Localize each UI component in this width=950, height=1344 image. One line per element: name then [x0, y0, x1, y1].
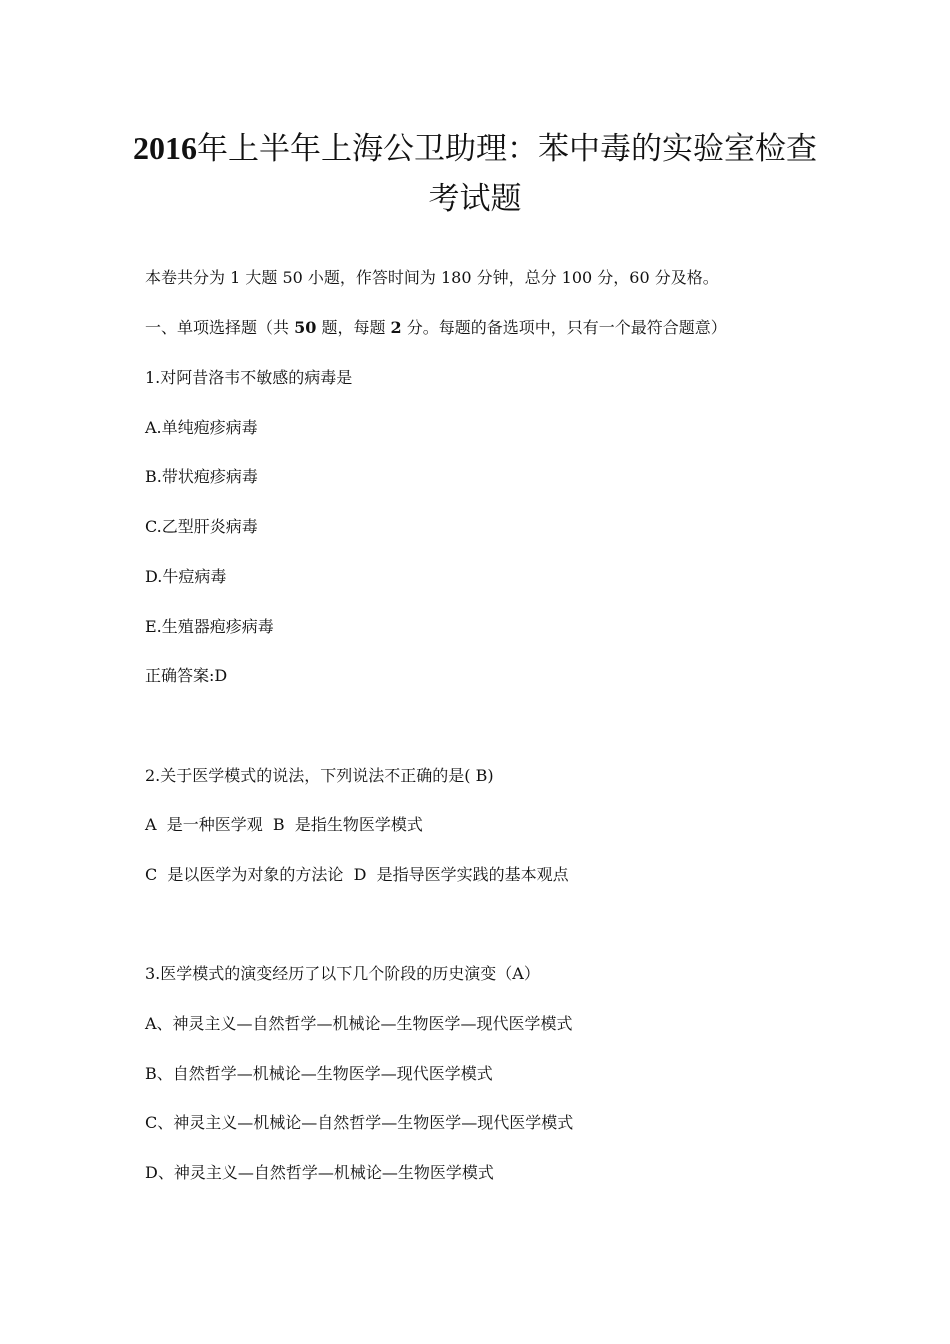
question-option: D、神灵主义—自然哲学—机械论—生物医学模式 — [145, 1163, 494, 1182]
section-suffix: 分。每题的备选项中，只有一个最符合题意） — [401, 318, 727, 337]
section-prefix: 一、单项选择题（共 — [145, 318, 295, 337]
title-year: 2016 — [133, 130, 197, 166]
question-option: E.生殖器疱疹病毒 — [145, 617, 274, 636]
question-stem: 3.医学模式的演变经历了以下几个阶段的历史演变（A） — [145, 964, 540, 983]
section-question-count: 50 — [294, 318, 317, 337]
question-option: A 是一种医学观 B 是指生物医学模式 — [145, 815, 423, 834]
question-option: B、自然哲学—机械论—生物医学—现代医学模式 — [145, 1064, 493, 1083]
document-title-line-2: 考试题 — [428, 181, 522, 217]
question-option: C、神灵主义—机械论—自然哲学—生物医学—现代医学模式 — [145, 1113, 574, 1132]
question-option: D.牛痘病毒 — [145, 567, 227, 586]
question-option: C.乙型肝炎病毒 — [145, 517, 258, 536]
section-points: 2 — [390, 318, 402, 337]
question-option: B.带状疱疹病毒 — [145, 467, 258, 486]
section-heading — [145, 318, 727, 338]
question-option: A、神灵主义—自然哲学—机械论—生物医学—现代医学模式 — [145, 1014, 573, 1033]
question-answer: 正确答案:D — [145, 666, 228, 685]
section-mid: 题，每题 — [316, 318, 391, 337]
title-text: 年上半年上海公卫助理：苯中毒的实验室检查 — [197, 131, 817, 167]
question-stem: 1.对阿昔洛韦不敏感的病毒是 — [145, 368, 353, 387]
question-option: C 是以医学为对象的方法论 D 是指导医学实践的基本观点 — [145, 865, 569, 884]
document-title-line-1 — [0, 128, 950, 169]
question-option: A.单纯疱疹病毒 — [145, 418, 258, 437]
question-stem: 2.关于医学模式的说法，下列说法不正确的是( B) — [145, 766, 494, 785]
exam-intro: 本卷共分为 1 大题 50 小题，作答时间为 180 分钟，总分 100 分，60 分及格。 — [145, 268, 719, 287]
